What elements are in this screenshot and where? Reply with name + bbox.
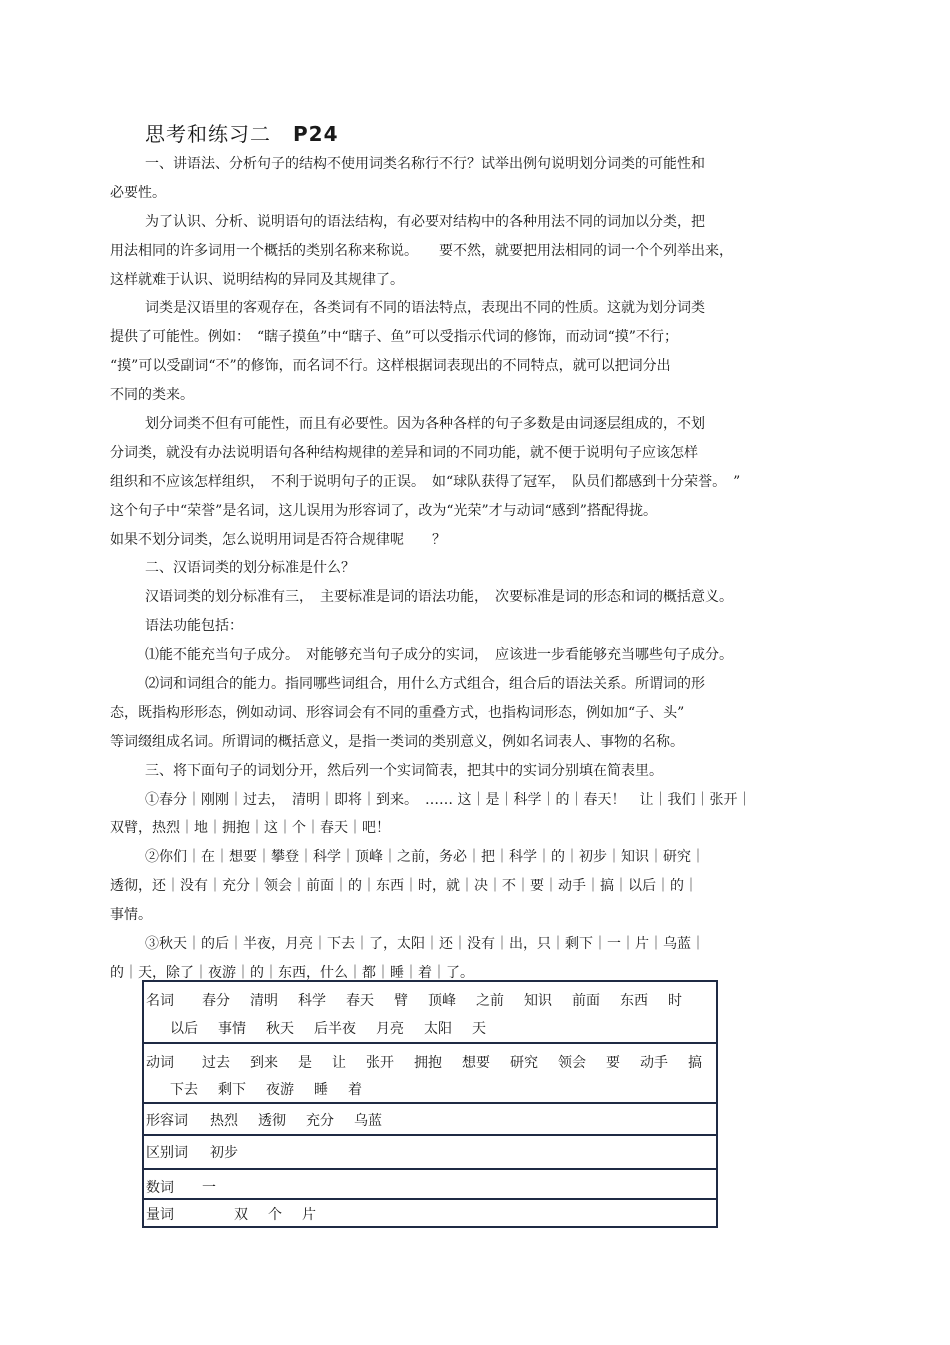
word-cell: 事情 <box>218 1021 246 1037</box>
text-line: 这样就难于认识、说明结构的异同及其规律了。 <box>110 271 404 288</box>
word-cell: 前面 <box>572 993 600 1009</box>
table-row-noun <box>143 981 717 1043</box>
text-line: 为了认识、分析、说明语句的语法结构，有必要对结构中的各种用法不同的词加以分类，把 <box>145 213 705 230</box>
text-line: 分词类，就没有办法说明语句各种结构规律的差异和词的不同功能，就不便于说明句子应该怎样 <box>110 444 698 461</box>
word-cell: 剩下 <box>218 1082 246 1098</box>
page-reference: P24 <box>293 122 339 146</box>
word-cell: 充分 <box>306 1113 334 1129</box>
word-cell: 拥抱 <box>414 1055 442 1071</box>
text-line: 用法相同的许多词用一个概括的类别名称来称说。 要不然，就要把用法相同的词一个个列举出来， <box>110 242 733 259</box>
table-row-adjective <box>143 1103 717 1135</box>
word-cell: 臂 <box>394 993 408 1009</box>
text-line: 事情。 <box>110 907 152 924</box>
row-label: 数词 <box>146 1180 174 1196</box>
text-line: 语法功能包括： <box>145 618 243 635</box>
word-cell: 知识 <box>524 993 552 1009</box>
table-row-numeral <box>143 1169 717 1199</box>
text-line: ③秋天｜的后｜半夜，月亮｜下去｜了，太阳｜还｜没有｜出，只｜剩下｜一｜片｜乌蓝｜ <box>145 936 705 953</box>
word-cell: 个 <box>268 1207 282 1223</box>
word-cell: 研究 <box>510 1055 538 1071</box>
word-cell: 要 <box>606 1055 620 1071</box>
row-label: 动词 <box>146 1055 174 1071</box>
word-cell: 春分 <box>202 993 230 1009</box>
noun-words-continued <box>170 1018 506 1038</box>
verb-words <box>202 1052 722 1072</box>
word-cell: 时 <box>668 993 682 1009</box>
word-cell: 太阳 <box>424 1021 452 1037</box>
text-line: 这个句子中“荣誉”是名词，这儿误用为形容词了，改为“光荣”才与动词“感到”搭配得拢。 <box>110 502 657 519</box>
text-line: 态，既指构形形态，例如动词、形容词会有不同的重叠方式，也指构词形态，例如加“子、头” <box>110 704 685 721</box>
word-cell: 清明 <box>250 993 278 1009</box>
text-line: 汉语词类的划分标准有三， 主要标准是词的语法功能， 次要标准是词的形态和词的概括意义。 <box>145 589 733 606</box>
word-cell: 后半夜 <box>314 1021 356 1037</box>
table-row-distinguishing <box>143 1135 717 1169</box>
row-label: 区别词 <box>146 1145 188 1161</box>
word-cell: 睡 <box>314 1082 328 1098</box>
measure-words <box>234 1204 336 1224</box>
title-text: 思考和练习二 <box>145 122 271 146</box>
row-label: 形容词 <box>146 1113 188 1129</box>
word-cell: 秋天 <box>266 1021 294 1037</box>
verb-words-continued <box>170 1079 382 1099</box>
text-line: 提供了可能性。例如： “瞎子摸鱼”中“瞎子、鱼”可以受指示代词的修饰，而动词“摸”不行； <box>110 329 678 346</box>
text-line: 的｜天，除了｜夜游｜的｜东西，什么｜都｜睡｜着｜了。 <box>110 964 474 981</box>
text-line: 二、汉语词类的划分标准是什么？ <box>145 560 355 577</box>
word-cell: 初步 <box>210 1145 238 1161</box>
table-row-verb <box>143 1043 717 1103</box>
text-line: 双臂，热烈｜地｜拥抱｜这｜个｜春天｜吧！ <box>110 820 390 837</box>
text-line: ⑵词和词组合的能力。指同哪些词组合，用什么方式组合，组合后的语法关系。所谓词的形 <box>145 676 705 693</box>
text-line: 等词缀组成名词。所谓词的概括意义，是指一类词的类别意义，例如名词表人、事物的名称。 <box>110 733 684 750</box>
word-cell: 动手 <box>640 1055 668 1071</box>
word-cell: 春天 <box>346 993 374 1009</box>
word-cell: 领会 <box>558 1055 586 1071</box>
body-text <box>110 150 830 988</box>
text-line: 一、讲语法、分析句子的结构不使用词类名称行不行？试举出例句说明划分词类的可能性和 <box>145 156 705 172</box>
text-line: 必要性。 <box>110 184 166 201</box>
text-line: ①春分｜刚刚｜过去， 清明｜即将｜到来。 …… 这｜是｜科学｜的｜春天！ 让｜我们｜张开｜ <box>145 791 752 808</box>
word-cell: 天 <box>472 1021 486 1037</box>
row-label: 名词 <box>146 993 174 1009</box>
word-cell: 以后 <box>170 1021 198 1037</box>
text-line: 如果不划分词类，怎么说明用词是否符合规律呢 ？ <box>110 531 446 548</box>
text-line: ②你们｜在｜想要｜攀登｜科学｜顶峰｜之前，务必｜把｜科学｜的｜初步｜知识｜研究｜ <box>145 849 705 866</box>
word-cell: 夜游 <box>266 1082 294 1098</box>
word-cell: 着 <box>348 1082 362 1098</box>
word-cell: 让 <box>332 1055 346 1071</box>
word-cell: 下去 <box>170 1082 198 1098</box>
word-cell: 科学 <box>298 993 326 1009</box>
page-title <box>145 118 339 147</box>
text-line: 词类是汉语里的客观存在，各类词有不同的语法特点，表现出不同的性质。这就为划分词类 <box>145 300 705 317</box>
word-cell: 片 <box>302 1207 316 1223</box>
word-cell: 过去 <box>202 1055 230 1071</box>
word-class-table <box>142 980 718 1228</box>
adjective-words <box>210 1110 402 1130</box>
text-line: “摸”可以受副词“不”的修饰，而名词不行。这样根据词表现出的不同特点，就可以把词分出 <box>110 358 671 375</box>
word-cell: 热烈 <box>210 1113 238 1129</box>
table-row-measure <box>143 1199 717 1227</box>
word-cell: 到来 <box>250 1055 278 1071</box>
row-label: 量词 <box>146 1207 174 1223</box>
word-cell: 是 <box>298 1055 312 1071</box>
text-line: 划分词类不但有可能性，而且有必要性。因为各种各样的句子多数是由词逐层组成的，不划 <box>145 416 705 433</box>
text-line: 不同的类来。 <box>110 387 194 404</box>
word-cell: 东西 <box>620 993 648 1009</box>
word-cell: 顶峰 <box>428 993 456 1009</box>
noun-words <box>202 990 702 1010</box>
word-cell: 一 <box>202 1180 216 1196</box>
text-line: 三、将下面句子的词划分开，然后列一个实词简表，把其中的实词分别填在简表里。 <box>145 762 663 779</box>
text-line: ⑴能不能充当句子成分。 对能够充当句子成分的实词， 应该进一步看能够充当哪些句子成分。 <box>145 647 733 664</box>
distinguishing-words <box>210 1142 258 1162</box>
word-cell: 透彻 <box>258 1113 286 1129</box>
word-cell: 乌蓝 <box>354 1113 382 1129</box>
word-cell: 之前 <box>476 993 504 1009</box>
text-line: 组织和不应该怎样组织， 不利于说明句子的正误。 如“球队获得了冠军， 队员们都感到十分荣誉。 ” <box>110 473 741 490</box>
word-cell: 张开 <box>366 1055 394 1071</box>
text-line: 透彻，还｜没有｜充分｜领会｜前面｜的｜东西｜时，就｜决｜不｜要｜动手｜搞｜以后｜的｜ <box>110 878 698 895</box>
numeral-words <box>202 1177 236 1197</box>
word-cell: 双 <box>234 1207 248 1223</box>
word-cell: 月亮 <box>376 1021 404 1037</box>
word-cell: 想要 <box>462 1055 490 1071</box>
word-cell: 搞 <box>688 1055 702 1071</box>
